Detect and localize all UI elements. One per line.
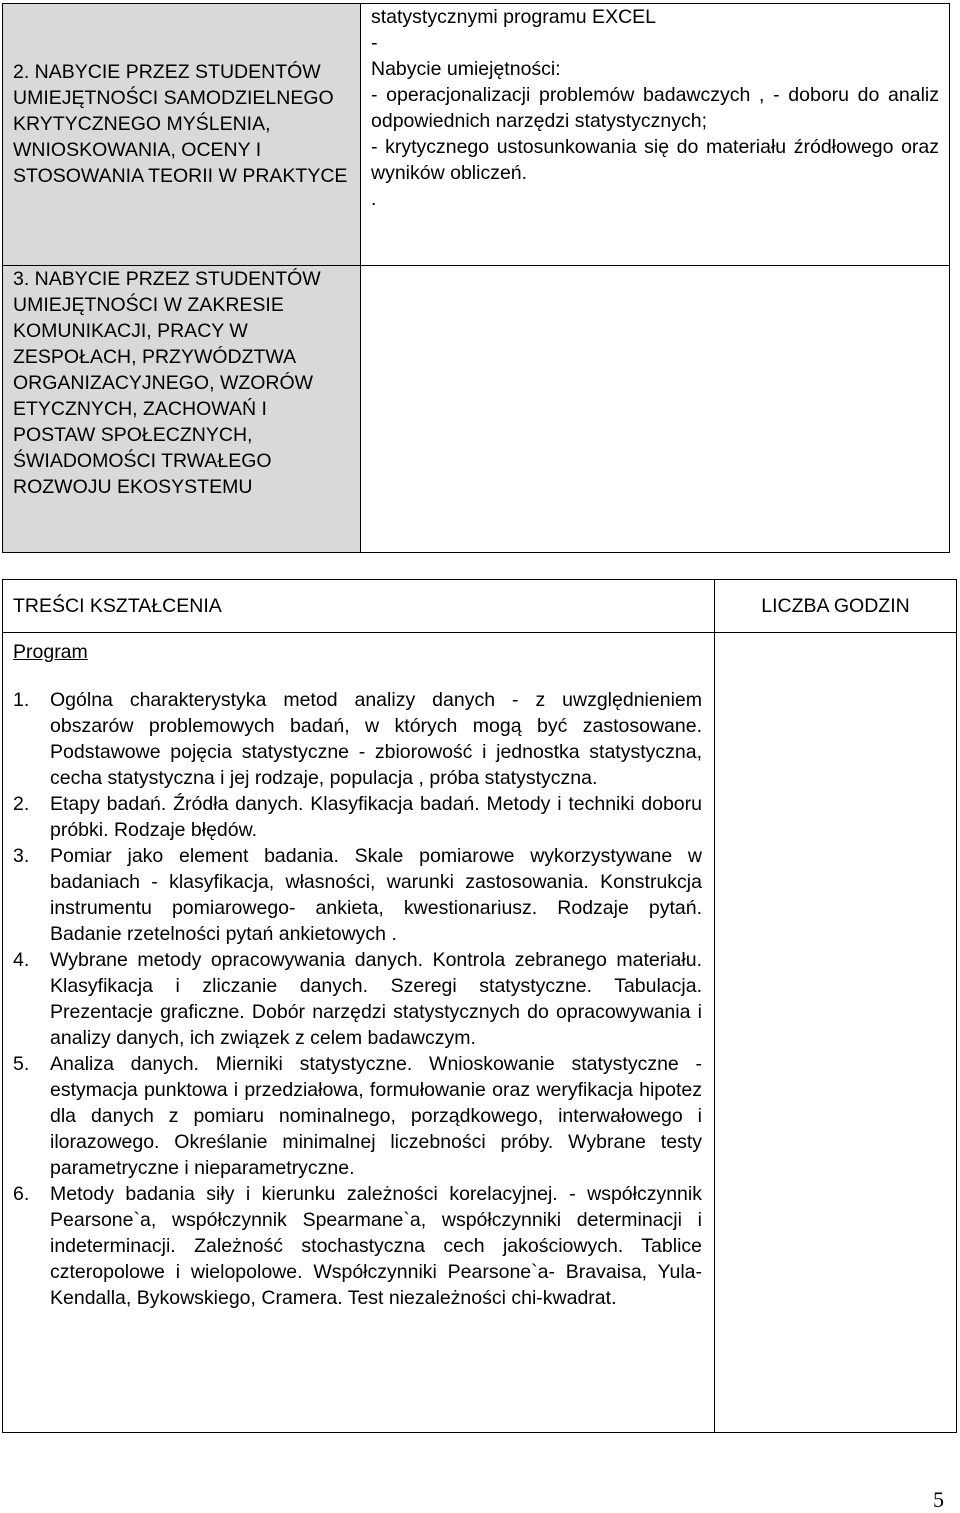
item-number: 6.: [13, 1183, 30, 1205]
item-number: 4.: [13, 949, 30, 971]
description-line: - operacjonalizacji problemów badawczych , - doboru do analiz odpowiednich narzędzi statystycznych;: [371, 84, 939, 132]
outcome-title-text: 2. NABYCIE PRZEZ STUDENTÓW UMIEJĘTNOŚCI SAMODZIELNEGO KRYTYCZNEGO MYŚLENIA, WNIOSKOWANIA, OCENY I STOSOWANIA TEORII W PRAKTYCE: [13, 61, 348, 187]
item-number: 2.: [13, 793, 30, 815]
list-item: [13, 1051, 702, 1181]
outcome-description-3: [361, 266, 950, 553]
outcome-title-2: [3, 4, 361, 266]
list-item: [13, 791, 702, 843]
header-hours: LICZBA GODZIN: [715, 580, 957, 633]
header-content: TREŚCI KSZTAŁCENIA: [3, 580, 715, 633]
outcome-title-text: 3. NABYCIE PRZEZ STUDENTÓW UMIEJĘTNOŚCI W ZAKRESIE KOMUNIKACJI, PRACY W ZESPOŁACH, PRZYWÓDZTWA ORGANIZACYJNEGO, WZORÓW ETYCZNYCH, ZACHOWAŃ I POSTAW SPOŁECZNYCH, ŚWIADOMOŚCI TRWAŁEGO ROZWOJU EKOSYSTEMU: [13, 268, 321, 498]
outcomes-table: [2, 3, 950, 553]
description-line: - krytycznego ustosunkowania się do materiału źródłowego oraz wyników obliczeń.: [371, 136, 939, 184]
description-line: .: [371, 188, 377, 210]
outcome-title-3: [3, 266, 361, 553]
hours-cell: [715, 633, 957, 1433]
program-label: Program: [13, 641, 88, 663]
description-line: Nabycie umiejętności:: [371, 58, 561, 80]
list-item: [13, 843, 702, 947]
item-number: 1.: [13, 689, 30, 711]
item-number: 5.: [13, 1053, 30, 1075]
outcome-row-3: [3, 266, 950, 553]
description-line: statystycznymi programu EXCEL: [371, 6, 657, 28]
program-cell: [3, 633, 715, 1433]
content-header-row: [3, 580, 957, 633]
item-text: Pomiar jako element badania. Skale pomiarowe wykorzystywane w badaniach - klasyfikacja, własności, warunki zastosowania. Konstrukcja instrumentu pomiarowego- ankieta, kwestionariusz. Rodzaje pytań. Badanie rzetelności pytań ankietowych .: [50, 845, 702, 945]
content-body-row: [3, 633, 957, 1433]
list-item: [13, 1181, 702, 1311]
program-list: [13, 687, 702, 1311]
list-item: [13, 687, 702, 791]
description-line: -: [371, 32, 378, 54]
item-text: Metody badania siły i kierunku zależności korelacyjnej. - współczynnik Pearsone`a, współczynnik Spearmane`a, współczynniki determinacji i indeterminacji. Zależność stochastyczna cech jakościowych. Tablice czteropolowe i wielopolowe. Współczynniki Pearsone`a- Bravaisa, Yula-Kendalla, Bykowskiego, Cramera. Test niezależności chi-kwadrat.: [50, 1183, 702, 1309]
item-text: Wybrane metody opracowywania danych. Kontrola zebranego materiału. Klasyfikacja i zliczanie danych. Szeregi statystyczne. Tabulacja. Prezentacje graficzne. Dobór narzędzi statystycznych do opracowywania i analizy danych, ich związek z celem badawczym.: [50, 949, 702, 1049]
item-text: Etapy badań. Źródła danych. Klasyfikacja badań. Metody i techniki doboru próbki. Rodzaje błędów.: [50, 793, 702, 841]
item-number: 3.: [13, 845, 30, 867]
page-number: 5: [933, 1487, 944, 1512]
item-text: Analiza danych. Mierniki statystyczne. Wnioskowanie statystyczne - estymacja punktowa i przedziałowa, formułowanie oraz weryfikacja hipotez dla danych z pomiaru nominalnego, porządkowego, interwałowego i ilorazowego. Określanie minimalnej liczebności próby. Wybrane testy parametryczne i nieparametryczne.: [50, 1053, 702, 1179]
content-table: [2, 579, 957, 1433]
outcome-row-2: [3, 4, 950, 266]
item-text: Ogólna charakterystyka metod analizy danych - z uwzględnieniem obszarów problemowych badań, w których mogą być zastosowane. Podstawowe pojęcia statystyczne - zbiorowość i jednostka statystyczna, cecha statystyczna i jej rodzaje, populacja , próba statystyczna.: [50, 689, 702, 789]
list-item: [13, 947, 702, 1051]
outcome-description-2: [361, 4, 950, 266]
